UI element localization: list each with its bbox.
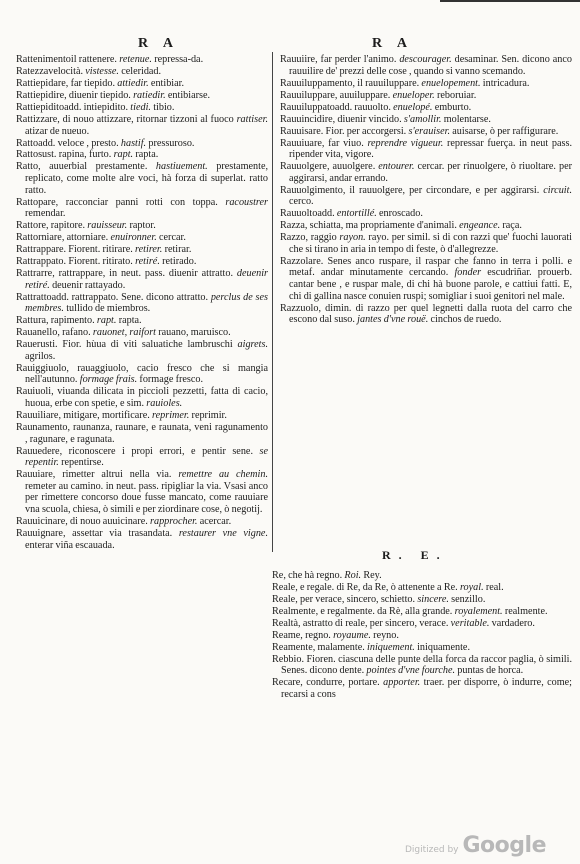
dictionary-entry xyxy=(280,161,572,184)
entry-headword: Ratto xyxy=(16,149,39,161)
entry-french: vistesse. xyxy=(85,65,119,77)
entry-french: retirer. xyxy=(135,244,163,256)
dictionary-entry xyxy=(16,232,268,244)
entry-spanish: rapta. xyxy=(135,149,159,161)
entry-headword: Rattrappare xyxy=(16,244,64,256)
dictionary-entry xyxy=(272,642,572,654)
entry-french: ratiedir. xyxy=(133,89,166,101)
entry-headword: Re xyxy=(272,570,284,581)
entry-headword: Rebbio xyxy=(272,653,302,665)
entry-french: se repentir. xyxy=(25,445,268,469)
entry-french: hastif. xyxy=(120,137,147,149)
right-column-lower xyxy=(272,570,572,701)
entry-spanish: vardadero. xyxy=(491,617,535,629)
entry-french: racoustrer xyxy=(225,196,268,208)
dictionary-entry xyxy=(280,102,572,114)
entry-headword: Rattura xyxy=(16,315,46,327)
dictionary-entry xyxy=(16,138,268,150)
dictionary-entry xyxy=(16,102,268,114)
entry-spanish: agrilos. xyxy=(25,350,56,362)
entry-headword: Rattiepidire xyxy=(16,89,65,101)
dictionary-entry xyxy=(16,54,268,66)
entry-headword: Rauuolgimento xyxy=(280,184,343,196)
entry-french: rayon. xyxy=(339,232,366,244)
entry-headword: Rattratto xyxy=(16,291,52,303)
entry-spanish: cinchos de ruedo. xyxy=(430,314,502,326)
entry-french: reprimer. xyxy=(152,410,190,422)
entry-headword: Rattrappato xyxy=(16,256,64,268)
dictionary-entry xyxy=(16,197,268,220)
entry-french: veritable. xyxy=(450,617,490,629)
entry-headword: Realmente xyxy=(272,605,316,617)
dictionary-entry xyxy=(16,220,268,232)
entry-definition: , assettar via trasandata. xyxy=(62,527,173,539)
entry-spanish: Rey. xyxy=(363,570,382,581)
entry-spanish: puntas de horca. xyxy=(457,665,524,677)
entry-definition: add. intiepidito. xyxy=(64,101,129,113)
entry-french: s'amollir. xyxy=(403,113,442,125)
entry-spanish: enterar viña escauada. xyxy=(25,539,115,551)
entry-spanish: repentirse. xyxy=(61,457,104,469)
entry-definition: velocità. xyxy=(48,65,84,77)
entry-definition: , riconoscere i propi errori, e pentir sene. xyxy=(59,445,253,457)
entry-definition: , auuiluppare. xyxy=(334,89,391,101)
entry-spanish: atizar de nueuo. xyxy=(25,125,90,137)
entry-definition: , di nouo attizzare, ritornar tizzoni al fuoco xyxy=(57,113,234,125)
entry-spanish: senzillo. xyxy=(451,593,486,605)
entry-definition: , raunanza, raunare, e raunata, veni ragunamento , ragunare, e ragunata. xyxy=(25,422,268,445)
section-heading: R. E. xyxy=(382,548,448,562)
right-column-head: R A xyxy=(372,36,413,51)
entry-headword: Rauuignare xyxy=(16,527,63,539)
entry-headword: Rauuiliare xyxy=(16,410,59,422)
entry-headword: Rauuiuare xyxy=(280,137,322,149)
entry-headword: Reale xyxy=(272,593,296,605)
dictionary-entry xyxy=(16,516,268,528)
entry-spanish: repressa-da. xyxy=(154,54,204,65)
dictionary-entry xyxy=(280,303,572,326)
entry-spanish: raptor. xyxy=(129,220,156,232)
dictionary-entry xyxy=(280,90,572,102)
entry-headword: Rauuiluppamento xyxy=(280,77,353,89)
entry-french: royaume. xyxy=(333,629,371,641)
entry-spanish: raça. xyxy=(502,220,522,232)
dictionary-entry xyxy=(16,268,268,291)
entry-definition: add. xyxy=(317,208,335,220)
entry-definition: , condurre, portare. xyxy=(300,677,380,689)
dictionary-entry xyxy=(16,446,268,469)
dictionary-entry xyxy=(280,114,572,126)
entry-french: sincere. xyxy=(417,593,449,605)
entry-spanish: entibiar. xyxy=(150,77,185,89)
entry-headword: Rauanello xyxy=(16,327,58,339)
entry-french: jantes d'vne rouë. xyxy=(357,314,429,326)
dictionary-entry xyxy=(272,582,572,594)
entry-french: attiedir. xyxy=(117,77,149,89)
dictionary-entry xyxy=(16,114,268,137)
entry-spanish: acercar. xyxy=(199,515,232,527)
entry-spanish: cercar. xyxy=(159,232,186,244)
entry-spanish: celeridad. xyxy=(121,65,162,77)
entry-definition: , rattrappare, in neut. pass. diuenir attratto. xyxy=(52,268,233,280)
entry-french: royal. xyxy=(459,581,484,593)
entry-spanish: tibio. xyxy=(153,101,175,113)
entry-headword: Rattore xyxy=(16,220,46,232)
entry-french: pointes d'vne fourche. xyxy=(366,665,456,677)
entry-french: circuit. xyxy=(543,184,572,196)
entry-spanish: remendar. xyxy=(25,208,66,220)
entry-definition: , far tiepido. xyxy=(65,77,115,89)
entry-spanish: rayo. per simil. si di con razzi que' fuochi lauorati che si tirano in aria in tempo di feste, ò d'allegrezze. xyxy=(289,232,572,255)
entry-definition: . Fiorent. ritirato. xyxy=(63,256,133,268)
entry-spanish: real. xyxy=(485,581,504,593)
entry-definition: il rattenere. xyxy=(70,54,117,65)
entry-spanish: rapta. xyxy=(118,315,142,327)
entry-definition: , schiatta, ma propriamente d'animali. xyxy=(304,220,457,232)
entry-french: retenue. xyxy=(119,54,152,65)
entry-headword: Reame xyxy=(272,629,301,641)
entry-definition: , rauaggiuolo, cacio fresco che si mangia nell'autunno. xyxy=(25,362,268,386)
entry-headword: Rauuolto xyxy=(280,208,318,220)
entry-french: s'erauiser. xyxy=(408,125,450,137)
dictionary-entry xyxy=(16,422,268,445)
dictionary-entry xyxy=(16,386,268,409)
dictionary-entry xyxy=(280,54,572,77)
entry-spanish: enroscado. xyxy=(379,208,423,220)
entry-definition: , astratto di reale, per sincero, verace. xyxy=(298,617,449,629)
entry-definition: , e regale. di Re, da Re, ò attenente a Re. xyxy=(295,581,458,593)
entry-spanish: formage fresco. xyxy=(139,374,204,386)
entry-french: reprendre vigueur. xyxy=(367,137,444,149)
entry-headword: Rattorniare xyxy=(16,232,62,244)
entry-headword: Ratto xyxy=(16,137,39,149)
entry-definition: , racconciar panni rotti con toppa. xyxy=(55,196,218,208)
dictionary-entry xyxy=(16,339,268,362)
entry-definition: . Fioren. ciascuna delle punte della forca da raccor paglia, ò simili. Senes. dicono dente. xyxy=(281,653,572,677)
entry-definition: , viuanda dilicata in piccioli pezzetti, fatta di cacio, huoua, erbe con spetie, e sim. xyxy=(25,386,268,410)
digitized-watermark xyxy=(405,833,546,858)
dictionary-entry xyxy=(16,528,268,551)
dictionary-entry xyxy=(16,410,268,422)
entry-headword: Raunamento xyxy=(16,422,68,433)
entry-headword: Rattenimento xyxy=(16,54,71,65)
entry-definition: , diuenir vincido. xyxy=(332,113,402,125)
entry-spanish: iniquamente. xyxy=(417,641,470,653)
entry-headword: Rauuedere xyxy=(16,445,60,457)
entry-french: fonder xyxy=(454,267,482,279)
entry-headword: Rauuolgere xyxy=(280,161,327,173)
entry-french: rapt. xyxy=(113,149,134,161)
entry-definition: . Fior. per accorgersi. xyxy=(320,125,407,137)
entry-definition: add. rauuolto. xyxy=(334,101,391,113)
entry-headword: Rauuicinare xyxy=(16,515,66,527)
dictionary-entry xyxy=(16,315,268,327)
column-divider xyxy=(272,52,273,552)
entry-headword: Rattiepidito xyxy=(16,101,65,113)
dictionary-entry xyxy=(280,138,572,161)
left-column-head: R A xyxy=(138,36,179,51)
entry-french: remettre au chemin. xyxy=(178,469,268,481)
dictionary-entry xyxy=(16,149,268,161)
entry-spanish: escudriñar. prouerb. cantar bene , e ruspar male, di chi hà buone parole, e cattiui fatti. E, chi di gallina nasce conuien ruspi; somigliar i suoi genitori nel male. xyxy=(289,267,572,302)
entry-french: Roi. xyxy=(344,570,362,581)
entry-definition: , attorniare. xyxy=(61,232,109,244)
entry-french: royalement. xyxy=(454,605,503,617)
entry-spanish: realmente. xyxy=(504,605,548,617)
entry-french: restaurer vne vigne. xyxy=(178,527,268,539)
entry-definition: , regno. xyxy=(300,629,331,641)
entry-french: aigrets. xyxy=(237,339,268,351)
entry-definition: , e regalmente. da Rè, alla grande. xyxy=(315,605,453,617)
entry-spanish: retirar. xyxy=(164,244,192,256)
entry-definition: , far perder l'animo. xyxy=(315,54,397,65)
entry-definition: , mitigare, mortificare. xyxy=(58,410,150,422)
entry-definition: , di nouo auuicinare. xyxy=(65,515,148,527)
entry-headword: Razzuolo xyxy=(280,302,319,314)
dictionary-entry xyxy=(16,78,268,90)
entry-definition: , il rauuiluppare. xyxy=(352,77,420,89)
entry-definition: . Fiorent. ritirare. xyxy=(63,244,133,256)
entry-headword: Razzolare xyxy=(280,255,321,267)
entry-headword: Rauuiare xyxy=(16,469,53,481)
entry-french: entortillé. xyxy=(336,208,377,220)
entry-headword: Rauiggiuolo xyxy=(16,362,67,374)
entry-headword: Rauuiluppato xyxy=(280,101,335,113)
entry-spanish: reyno. xyxy=(373,629,399,641)
entry-definition: , rapitore. xyxy=(46,220,86,232)
entry-headword: Rauuiluppare xyxy=(280,89,335,101)
entry-headword: Reale xyxy=(272,581,296,593)
dictionary-entry xyxy=(272,570,572,582)
entry-french: perclus de ses membres. xyxy=(25,291,268,315)
right-column xyxy=(280,54,572,326)
entry-definition: , raggio xyxy=(305,232,337,244)
entry-french: entourer. xyxy=(378,161,415,173)
entry-headword: Rauuincidire xyxy=(280,113,333,125)
entry-definition: add. veloce , presto. xyxy=(38,137,119,149)
entry-french: enuelopé. xyxy=(393,101,433,113)
entry-french: enuironner. xyxy=(110,232,157,244)
entry-headword: Rauiuoli xyxy=(16,386,52,398)
dictionary-entry xyxy=(272,618,572,630)
entry-definition: , auuerbial prestamente. xyxy=(38,161,148,173)
entry-definition: . Fior. hùua di viti saluatiche lambruschi xyxy=(55,339,233,351)
entry-spanish: reprimir. xyxy=(191,410,227,422)
entry-french: iniquement. xyxy=(367,641,415,653)
entry-definition: sust. rapina, furto. xyxy=(38,149,112,161)
dictionary-entry xyxy=(280,256,572,302)
entry-french: rattiser. xyxy=(236,113,268,125)
entry-headword: Ratto xyxy=(16,161,39,173)
dictionary-entry xyxy=(16,66,268,78)
entry-french: enueloper. xyxy=(392,89,435,101)
entry-definition: , diuenir tiepido. xyxy=(64,89,131,101)
dictionary-entry xyxy=(280,78,572,90)
entry-spanish: auisarse, ò per raffigurare. xyxy=(452,125,559,137)
dictionary-entry xyxy=(280,185,572,208)
entry-spanish: tullido de miembros. xyxy=(66,303,151,315)
entry-spanish: molentarse. xyxy=(443,113,491,125)
entry-spanish: rauano, maruisco. xyxy=(158,327,231,339)
entry-headword: Rauuisare xyxy=(280,125,321,137)
entry-french: descourager. xyxy=(399,54,452,65)
entry-french: hastiuement. xyxy=(155,161,208,173)
entry-spanish: desaminar. Sen. dicono anco rauuilire de' prezzi delle cose , quando si vanno scemando. xyxy=(289,54,572,77)
entry-headword: Rauuiire xyxy=(280,54,316,65)
entry-definition: , per verace, sincero, schietto. xyxy=(295,593,416,605)
entry-definition: add. rattrappato. Sene. dicono attratto. xyxy=(51,291,209,303)
entry-spanish: traer. per disporre, ò indurre, come; recarsi a cons xyxy=(281,677,572,701)
entry-definition: , dimin. di razzo per quel legnetti dalla ruota del carro che escono dal suso. xyxy=(289,302,572,326)
entry-headword: Ratezza xyxy=(16,65,49,77)
entry-definition: , auuolgere. xyxy=(326,161,376,173)
entry-french: engeance. xyxy=(459,220,501,232)
dictionary-entry xyxy=(272,630,572,642)
entry-french: enuelopement. xyxy=(421,77,481,89)
dictionary-entry xyxy=(280,126,572,138)
entry-french: rapt. xyxy=(96,315,117,327)
entry-headword: Razzo xyxy=(280,232,306,244)
entry-headword: Reamente xyxy=(272,641,313,653)
dictionary-entry xyxy=(280,232,572,255)
dictionary-entry xyxy=(272,654,572,677)
entry-headword: Rattrarre xyxy=(16,268,53,280)
entry-definition: , rimetter altrui nella via. xyxy=(52,469,172,481)
entry-french: rapprocher. xyxy=(150,515,198,527)
entry-spanish: retirado. xyxy=(162,256,197,268)
dictionary-entry xyxy=(16,256,268,268)
entry-spanish: deuenir rattayado. xyxy=(52,279,126,291)
watermark-logo-text: Google xyxy=(462,833,546,858)
entry-spanish: cerco. xyxy=(289,196,314,208)
top-edge-rule xyxy=(440,0,580,2)
entry-headword: Rattiepidare xyxy=(16,77,66,89)
entry-definition: , rapimento. xyxy=(46,315,95,327)
entry-headword: Rattopare xyxy=(16,196,56,208)
entry-definition: , far viuo. xyxy=(321,137,364,149)
entry-definition: , che hà regno. xyxy=(283,570,343,581)
entry-definition: . Senes anco ruspare, il raspar che fanno in terra i polli. e metaf. andar minutamente cercando. xyxy=(289,255,572,279)
entry-spanish: entibiarse. xyxy=(167,89,211,101)
dictionary-entry xyxy=(272,594,572,606)
entry-french: rauioles. xyxy=(146,398,183,410)
entry-definition: , rafano. xyxy=(57,327,91,339)
entry-spanish: remeter au camino. in neut. pass. ripigliar la via. Vsasi anco per rimettere concorso doue fusse mancato, come rauuiare vna scuola, chiesa, ò simili e per ziordinare cose, ò negotij. xyxy=(25,480,268,515)
entry-spanish: pressuroso. xyxy=(148,137,195,149)
dictionary-entry xyxy=(280,220,572,232)
dictionary-entry xyxy=(272,606,572,618)
entry-french: rauisseur. xyxy=(87,220,128,232)
watermark-small-text: Digitized by xyxy=(404,845,459,855)
entry-spanish: emburto. xyxy=(434,101,472,113)
entry-french: formage frais. xyxy=(79,374,138,386)
dictionary-entry xyxy=(16,469,268,515)
entry-french: tiedi. xyxy=(130,101,151,113)
entry-definition: , il rauuolgere, per circondare, e per aggirarsi. xyxy=(342,184,540,196)
entry-french: apporter. xyxy=(383,677,421,689)
entry-headword: Realtà xyxy=(272,617,299,629)
entry-headword: Rauerusti xyxy=(16,339,56,351)
entry-spanish: reboruiar. xyxy=(436,89,477,101)
dictionary-entry xyxy=(16,292,268,315)
dictionary-entry xyxy=(16,363,268,386)
dictionary-entry xyxy=(16,90,268,102)
entry-headword: Rattizzare xyxy=(16,113,58,125)
entry-headword: Recare xyxy=(272,677,301,689)
dictionary-entry xyxy=(280,208,572,220)
entry-french: retiré. xyxy=(135,256,160,268)
entry-french: deuenir retiré. xyxy=(25,268,268,291)
entry-spanish: intricadura. xyxy=(482,77,530,89)
dictionary-entry xyxy=(16,327,268,339)
entry-french: rauonet, raifort xyxy=(92,327,157,339)
entry-spanish: prestamente, replicato, come molte alre voci, hà forza di superlat. ratto ratto. xyxy=(25,161,268,196)
dictionary-entry xyxy=(272,677,572,700)
entry-headword: Razza xyxy=(280,220,305,232)
dictionary-entry xyxy=(16,244,268,256)
dictionary-entry xyxy=(16,161,268,196)
entry-definition: , malamente. xyxy=(312,641,365,653)
left-column xyxy=(16,54,268,551)
entry-spanish: cercar. per rinuolgere, ò riuoltare. per aggirarsi, andar errando. xyxy=(289,161,572,184)
entry-spanish: repressar fuerça. in neut pass. ripender vita, vigore. xyxy=(289,137,572,161)
